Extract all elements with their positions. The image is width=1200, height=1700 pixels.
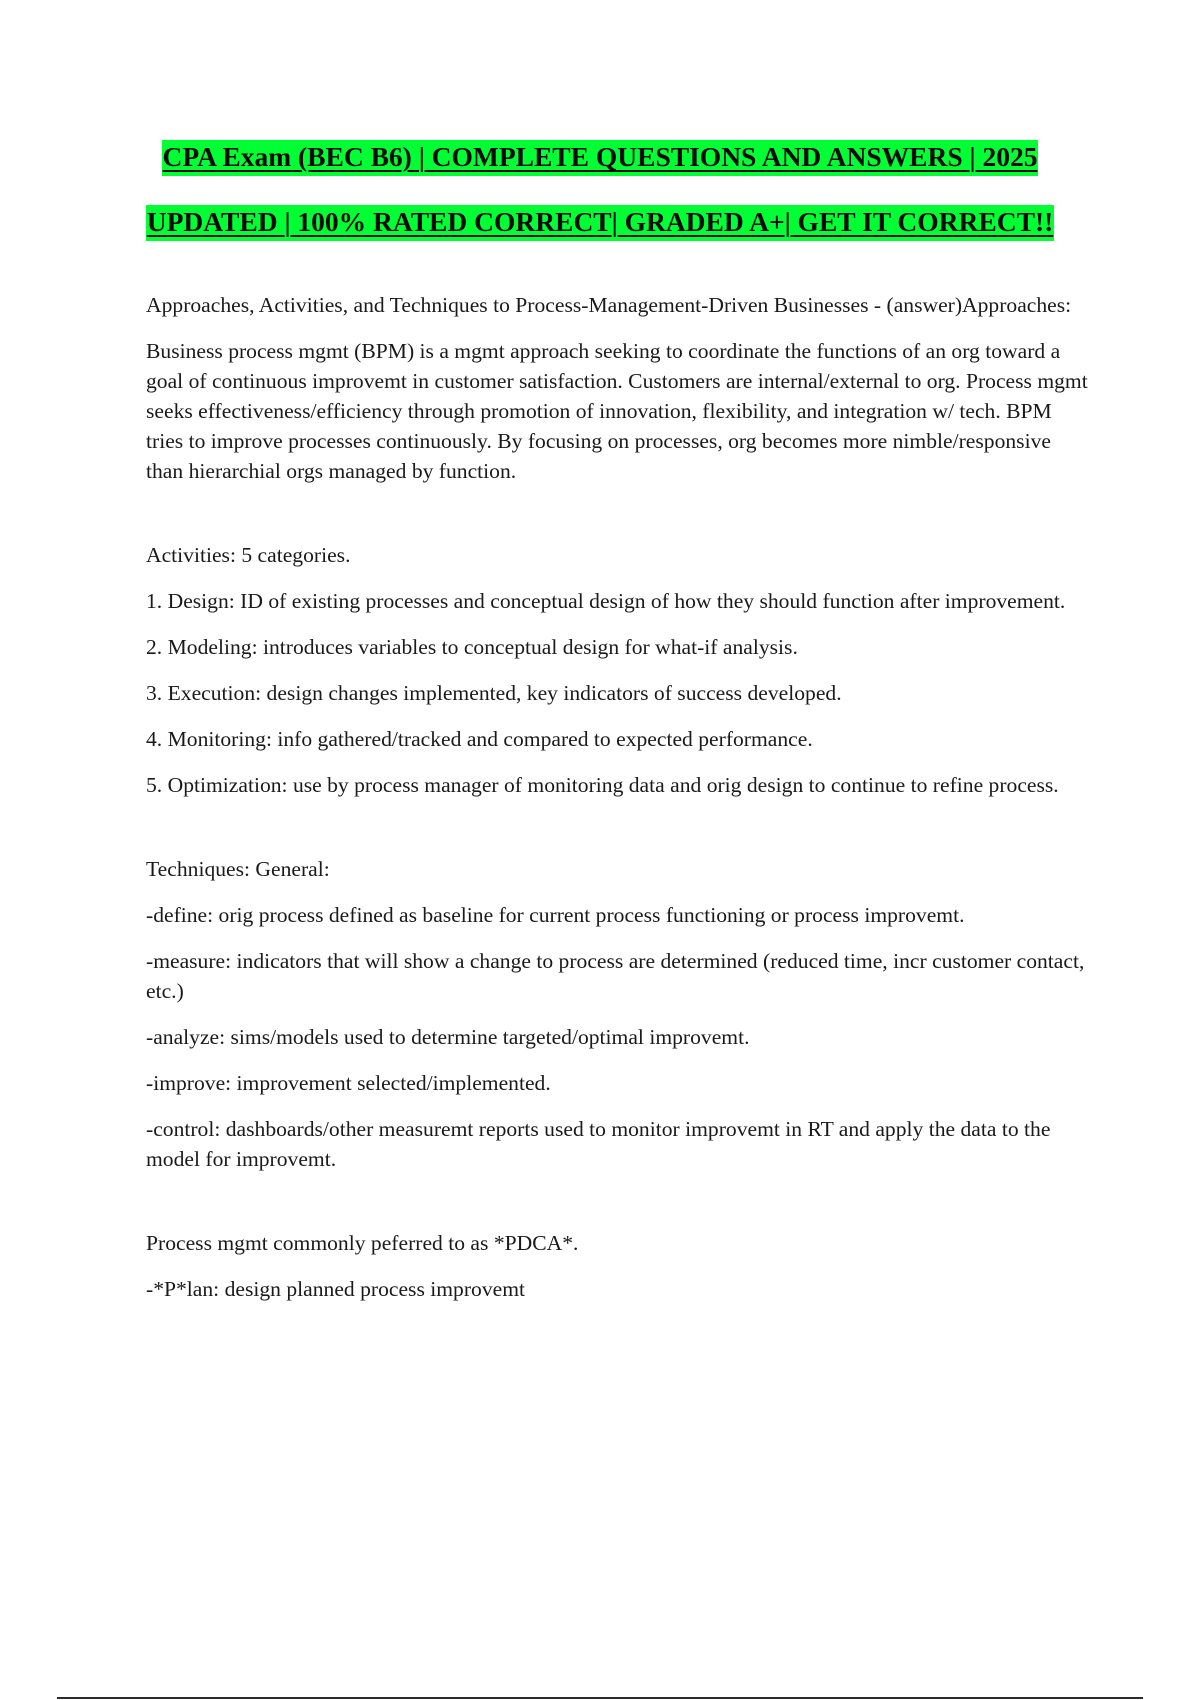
activity-item: 4. Monitoring: info gathered/tracked and compared to expected performance.	[146, 727, 813, 751]
technique-item: -improve: improvement selected/implemented.	[146, 1071, 551, 1095]
technique-item: -define: orig process defined as baseline for current process functioning or process improvemt.	[146, 903, 965, 927]
technique-item: -control: dashboards/other measuremt reports used to monitor improvemt in RT and apply the data to the model for improvemt.	[146, 1117, 1051, 1171]
technique-item: -measure: indicators that will show a change to process are determined (reduced time, incr customer contact, etc.)	[146, 949, 1085, 1003]
activity-item: 5. Optimization: use by process manager of monitoring data and orig design to continue to refine process.	[146, 773, 1059, 797]
techniques-heading: Techniques: General:	[146, 857, 330, 881]
bpm-paragraph: Business process mgmt (BPM) is a mgmt approach seeking to coordinate the functions of an org toward a goal of continuous improvemt in customer satisfaction. Customers are internal/external to org. Process mgmt seeks effectiveness/efficiency through promotion of innovation, flexibility, and integration w/ tech. BPM tries to improve processes continuously. By focusing on processes, org becomes more nimble/responsive than hierarchial orgs managed by function.	[146, 339, 1088, 483]
activity-item: 1. Design: ID of existing processes and conceptual design of how they should function after improvement.	[146, 589, 1066, 613]
intro-paragraph: Approaches, Activities, and Techniques to Process-Management-Driven Businesses - (answer)Approaches:	[146, 293, 1072, 317]
document-title	[0, 140, 1200, 270]
page-bottom-divider	[57, 1697, 1143, 1699]
title-line-2: UPDATED | 100% RATED CORRECT| GRADED A+| GET IT CORRECT!!	[146, 205, 1055, 241]
activities-heading: Activities: 5 categories.	[146, 543, 351, 567]
pdca-heading: Process mgmt commonly peferred to as *PDCA*.	[146, 1231, 579, 1255]
pdca-item: -*P*lan: design planned process improvemt	[146, 1277, 526, 1301]
technique-item: -analyze: sims/models used to determine targeted/optimal improvemt.	[146, 1025, 750, 1049]
title-line-1: CPA Exam (BEC B6) | COMPLETE QUESTIONS AND ANSWERS | 2025	[162, 140, 1039, 176]
activity-item: 3. Execution: design changes implemented, key indicators of success developed.	[146, 681, 842, 705]
document-body	[146, 290, 1091, 1320]
activity-item: 2. Modeling: introduces variables to conceptual design for what-if analysis.	[146, 635, 798, 659]
